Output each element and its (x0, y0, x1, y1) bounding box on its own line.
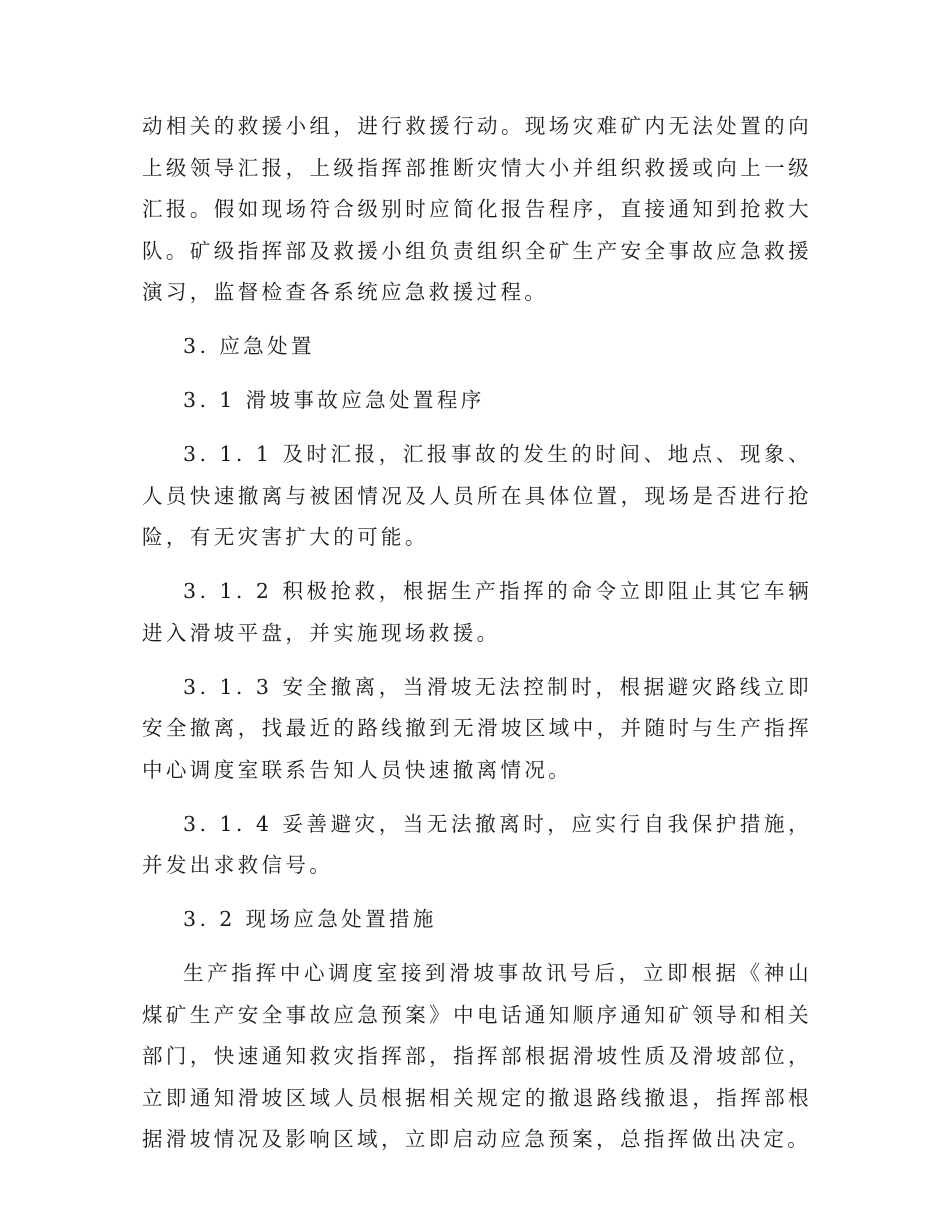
paragraph-active-rescue: 3. 1. 2 积极抢救，根据生产指挥的命令立即阻止其它车辆进入滑坡平盘，并实施现场救援。 (142, 579, 812, 645)
section-heading-emergency-response: 3. 应急处置 (183, 334, 315, 358)
paragraph-continued: 动相关的救援小组，进行救援行动。现场灾难矿内无法处置的向上级领导汇报，上级指挥部推断灾情大小并组织救援或向上一级汇报。假如现场符合级别时应简化报告程序，直接通知到抢救大队。矿级指挥部及救援小组负责组织全矿生产安全事故应急救援演习，监督检查各系统应急救援过程。 (142, 114, 812, 304)
paragraph-dispatch-procedure: 生产指挥中心调度室接到滑坡事故讯号后，立即根据《神山煤矿生产安全事故应急预案》中电话通知顺序通知矿领导和相关部门，快速通知救灾指挥部，指挥部根据滑坡性质及滑坡部位，立即通知滑坡区域人员根据相关规定的撤退路线撤退，指挥部根据滑坡情况及影响区域，立即启动应急预案，总指挥做出决定。 (142, 961, 812, 1151)
subsection-heading-landslide-procedure: 3. 1 滑坡事故应急处置程序 (183, 388, 485, 412)
paragraph-timely-report: 3. 1. 1 及时汇报，汇报事故的发生的时间、地点、现象、人员快速撤离与被困情况及人员所在具体位置，现场是否进行抢险，有无灾害扩大的可能。 (142, 442, 812, 549)
document-body (142, 106, 812, 1173)
paragraph-safe-evacuation: 3. 1. 3 安全撤离，当滑坡无法控制时，根据避灾路线立即安全撤离，找最近的路线撤到无滑坡区域中，并随时与生产指挥中心调度室联系告知人员快速撤离情况。 (142, 674, 812, 782)
paragraph-shelter: 3. 1. 4 妥善避灾，当无法撤离时，应实行自我保护措施，并发出求救信号。 (142, 811, 812, 877)
subsection-heading-onsite-measures: 3. 2 现场应急处置措施 (183, 907, 437, 931)
